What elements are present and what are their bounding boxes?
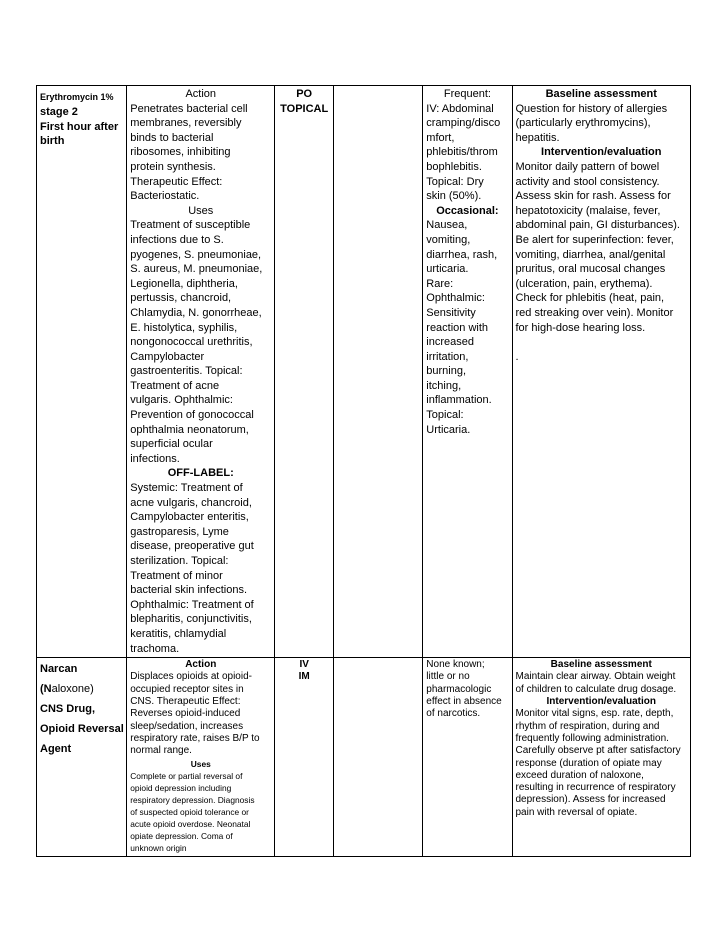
text-line: occupied receptor sites in bbox=[130, 683, 244, 695]
text-line: gastroenteritis. Topical: bbox=[130, 365, 243, 378]
text-line: (ulceration, pain, erythema). bbox=[515, 277, 653, 290]
text-line: IM bbox=[298, 671, 310, 683]
text-line: abdominal pain, GI disturbances). bbox=[515, 219, 680, 232]
text-line: little or no bbox=[426, 671, 470, 683]
baseline-text bbox=[516, 671, 688, 696]
text-line: blepharitis, conjunctivitis, bbox=[130, 613, 252, 626]
text-line: pharmacologic bbox=[426, 683, 492, 695]
text-line: E. histolytica, syphilis, bbox=[130, 321, 238, 334]
intervention-heading: Intervention/evaluation bbox=[541, 146, 662, 159]
table-row-erythromycin bbox=[37, 86, 691, 658]
text-line: rhythm of respiration, during and bbox=[515, 720, 660, 732]
drug-name: Erythromycin 1% bbox=[40, 92, 114, 102]
text-line: superficial ocular bbox=[130, 438, 213, 451]
route-cell bbox=[275, 658, 334, 857]
text-line: phlebitis/throm bbox=[426, 146, 498, 159]
drug-generic-name: (Naloxone) bbox=[40, 683, 94, 696]
route-cell bbox=[275, 86, 334, 658]
text-line: Therapeutic Effect: bbox=[130, 175, 223, 188]
text-line: Displaces opioids at opioid- bbox=[130, 671, 252, 683]
text-line: itching, bbox=[426, 379, 462, 392]
baseline-heading: Baseline assessment bbox=[545, 88, 657, 100]
blank-cell bbox=[334, 658, 423, 857]
text-line: exceed duration of naloxone, bbox=[515, 769, 644, 781]
text-line: irritation, bbox=[426, 350, 469, 363]
text-line: infections. bbox=[130, 452, 180, 465]
side-effects-cell bbox=[423, 658, 512, 857]
action-text bbox=[130, 671, 271, 757]
side-effects-text-occasional bbox=[426, 218, 508, 437]
text-line: vulgaris. Ophthalmic: bbox=[130, 394, 233, 407]
text-line: burning, bbox=[426, 365, 467, 378]
text-line: binds to bacterial bbox=[130, 131, 214, 144]
text-line: Treatment of minor bbox=[130, 569, 223, 582]
intervention-text bbox=[516, 160, 688, 335]
text-line: trachoma. bbox=[130, 642, 180, 655]
text-line: CNS Drug, bbox=[40, 703, 95, 716]
text-line: IV: Abdominal bbox=[426, 102, 494, 115]
text-line: ophthalmia neonatorum, bbox=[130, 423, 249, 436]
text-line: Agent bbox=[40, 743, 72, 756]
action-heading: Action bbox=[185, 659, 217, 671]
side-effects-text bbox=[426, 659, 508, 720]
text-line: opioid depression including bbox=[130, 782, 232, 793]
trailing-mark: . bbox=[515, 350, 519, 363]
action-cell bbox=[127, 86, 275, 658]
offlabel-text bbox=[130, 481, 271, 656]
text-line: infections due to S. bbox=[130, 233, 224, 246]
side-effects-heading: Frequent: bbox=[443, 88, 491, 100]
text-line: Check for phlebitis (heat, pain, bbox=[515, 292, 665, 305]
text-line: normal range. bbox=[130, 745, 192, 757]
text-line: acne vulgaris, chancroid, bbox=[130, 496, 252, 509]
text-line: frequently following administration. bbox=[515, 732, 669, 744]
text-line: First hour after bbox=[40, 120, 119, 133]
text-line: activity and stool consistency. bbox=[515, 175, 660, 188]
text-line: disease, preoperative gut bbox=[130, 540, 254, 553]
text-line: Maintain clear airway. Obtain weight bbox=[515, 671, 676, 683]
text-line: cramping/disco bbox=[426, 117, 501, 130]
uses-text bbox=[130, 218, 271, 466]
text-line: sterilization. Topical: bbox=[130, 555, 229, 567]
routes bbox=[278, 659, 330, 684]
action-heading: Action bbox=[185, 88, 217, 100]
text-line: pain with reversal of opiate. bbox=[515, 806, 638, 818]
text-line: birth bbox=[40, 135, 65, 148]
text-line: urticaria. bbox=[426, 263, 469, 276]
text-line: skin (50%). bbox=[426, 190, 482, 203]
text-line: acute opioid overdose. Neonatal bbox=[130, 818, 251, 829]
text-line: of suspected opioid tolerance or bbox=[130, 806, 249, 817]
drug-timing bbox=[40, 120, 123, 149]
text-line: unknown origin bbox=[130, 842, 187, 853]
text-line: inflammation. bbox=[426, 394, 492, 407]
text-line: (particularly erythromycins), bbox=[515, 117, 651, 130]
text-line: gastroparesis, Lyme bbox=[130, 525, 229, 538]
text-line: keratitis, chlamydial bbox=[130, 627, 227, 640]
intervention-text bbox=[516, 708, 688, 819]
uses-heading: Uses bbox=[188, 204, 214, 217]
text-line: respiratory depression. Diagnosis bbox=[130, 794, 255, 805]
text-line: reaction with bbox=[426, 321, 489, 334]
text-line: None known; bbox=[426, 659, 485, 671]
text-line: resulting in recurrence of respiratory bbox=[515, 782, 676, 794]
baseline-heading: Baseline assessment bbox=[550, 659, 652, 671]
text-line: depression). Assess for increased bbox=[515, 794, 666, 806]
text-line: Chlamydia, N. gonorrheae, bbox=[130, 306, 262, 319]
text-line: pruritus, oral mucosal changes bbox=[515, 263, 666, 276]
text-line: CNS. Therapeutic Effect: bbox=[130, 696, 241, 708]
text-line: protein synthesis. bbox=[130, 160, 216, 173]
text-line: hepatotoxicity (malaise, fever, bbox=[515, 204, 661, 217]
text-line: Penetrates bacterial cell bbox=[130, 102, 248, 115]
drug-table bbox=[36, 85, 691, 857]
text-line: Rare: bbox=[426, 277, 454, 290]
text-line: Complete or partial reversal of bbox=[130, 770, 243, 781]
text-line: Opioid Reversal bbox=[40, 723, 124, 736]
drug-class bbox=[40, 699, 123, 759]
text-line: diarrhea, rash, bbox=[426, 248, 498, 261]
text-line: ribosomes, inhibiting bbox=[130, 146, 231, 159]
text-line: of children to calculate drug dosage. bbox=[515, 683, 677, 695]
text-line: vomiting, diarrhea, anal/genital bbox=[515, 248, 666, 261]
text-line: Legionella, diphtheria, bbox=[130, 277, 238, 290]
drug-name: Narcan bbox=[40, 663, 78, 676]
text-line: Reverses opioid-induced bbox=[130, 708, 241, 720]
drug-name-cell bbox=[37, 86, 127, 658]
text-line: effect in absence bbox=[426, 696, 502, 708]
text-line: Prevention of gonococcal bbox=[130, 409, 254, 422]
text-line: Bacteriostatic. bbox=[130, 190, 200, 203]
offlabel-heading: OFF-LABEL: bbox=[167, 467, 234, 480]
nursing-cell bbox=[512, 658, 691, 857]
text-line: Topical: Dry bbox=[426, 175, 484, 188]
text-line: increased bbox=[426, 336, 474, 349]
text-line: membranes, reversibly bbox=[130, 117, 242, 130]
text-line: bacterial skin infections. bbox=[130, 584, 248, 597]
text-line: Urticaria. bbox=[426, 423, 471, 436]
blank-cell bbox=[334, 86, 423, 658]
text-line: Sensitivity bbox=[426, 306, 476, 319]
text-line: S. aureus, M. pneumoniae, bbox=[130, 263, 263, 276]
intervention-heading: Intervention/evaluation bbox=[546, 696, 656, 708]
uses-text bbox=[130, 770, 271, 854]
text-line: Campylobacter enteritis, bbox=[130, 511, 249, 524]
text-line: Campylobacter bbox=[130, 350, 205, 363]
text-line: Monitor vital signs, esp. rate, depth, bbox=[515, 708, 674, 720]
nursing-cell bbox=[512, 86, 691, 658]
text-line: hepatitis. bbox=[515, 131, 560, 144]
text-line: TOPICAL bbox=[280, 102, 329, 115]
text-line: Assess skin for rash. Assess for bbox=[515, 190, 671, 203]
text-line: bophlebitis. bbox=[426, 160, 482, 173]
side-effects-heading-occasional: Occasional: bbox=[436, 204, 499, 217]
text-line: Treatment of acne bbox=[130, 379, 220, 392]
text-line: opiate depression. Coma of bbox=[130, 830, 233, 841]
text-line: PO bbox=[296, 88, 313, 100]
action-cell bbox=[127, 658, 275, 857]
text-line: Question for history of allergies bbox=[515, 102, 668, 115]
text-line: Nausea, bbox=[426, 219, 468, 232]
text-line: pyogenes, S. pneumoniae, bbox=[130, 248, 262, 261]
text-line: Monitor daily pattern of bowel bbox=[515, 160, 660, 173]
text-line: Systemic: Treatment of bbox=[130, 482, 243, 495]
text-line: Topical: bbox=[426, 409, 464, 422]
text-line: nongonococcal urethritis, bbox=[130, 336, 253, 349]
text-line: vomiting, bbox=[426, 233, 471, 246]
text-line: for high-dose hearing loss. bbox=[515, 321, 646, 334]
drug-name-cell bbox=[37, 658, 127, 857]
text-line: Treatment of susceptible bbox=[130, 219, 251, 232]
drug-stage: stage 2 bbox=[40, 106, 78, 118]
text-line: sleep/sedation, increases bbox=[130, 720, 244, 732]
text-line: IV bbox=[299, 659, 309, 671]
text-line: response (duration of opiate may bbox=[515, 757, 662, 769]
text-line: Be alert for superinfection: fever, bbox=[515, 233, 674, 246]
side-effects-text bbox=[426, 102, 508, 204]
text-line: Ophthalmic: bbox=[426, 292, 485, 305]
text-line: of narcotics. bbox=[426, 708, 481, 720]
text-line: mfort, bbox=[426, 131, 455, 144]
side-effects-cell bbox=[423, 86, 512, 658]
text-line: respiratory rate, raises B/P to bbox=[130, 732, 260, 744]
text-line: Ophthalmic: Treatment of bbox=[130, 598, 254, 611]
action-text bbox=[130, 102, 271, 204]
text-line: pertussis, chancroid, bbox=[130, 292, 232, 305]
baseline-text bbox=[516, 102, 688, 146]
text-line: red streaking over vein). Monitor bbox=[515, 306, 674, 319]
table-row-narcan bbox=[37, 658, 691, 857]
uses-heading: Uses bbox=[190, 758, 211, 769]
routes bbox=[278, 87, 330, 116]
text-line: Carefully observe pt after satisfactory bbox=[515, 745, 681, 757]
